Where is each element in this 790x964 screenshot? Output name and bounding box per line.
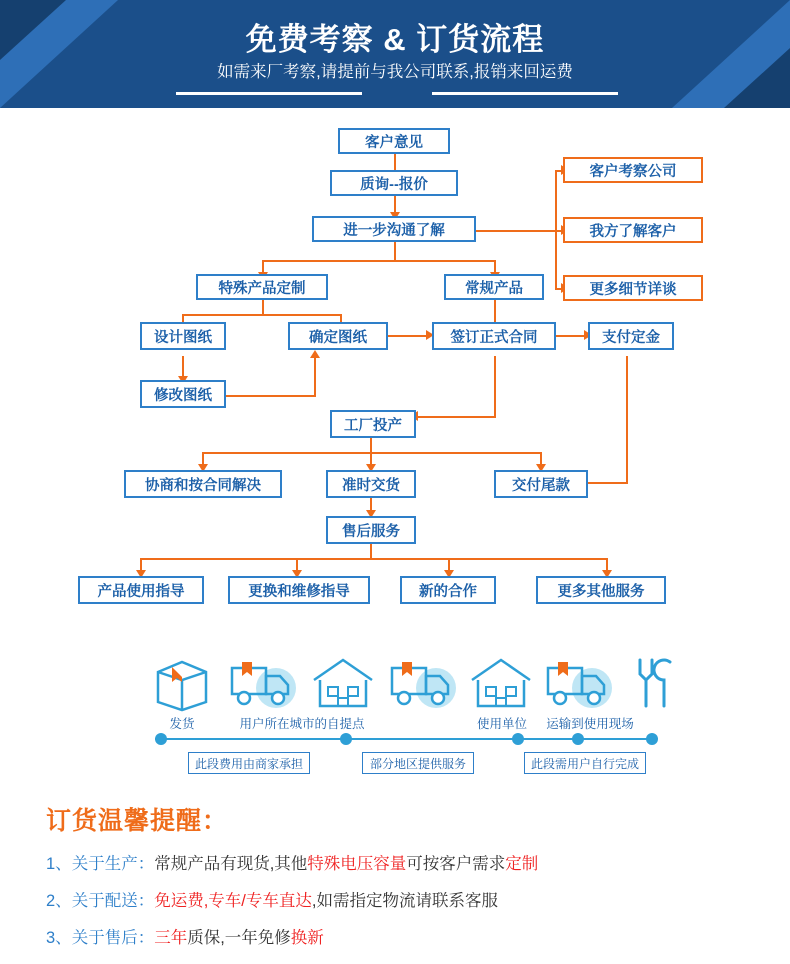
note-row-delivery bbox=[46, 887, 498, 911]
flow-node-final-payment[interactable] bbox=[494, 470, 588, 498]
note-highlight-1: 免运费,专车/专车直达 bbox=[154, 892, 312, 910]
flow-node-confirm-drawing[interactable] bbox=[288, 322, 388, 350]
flow-node-label: 客户考察公司 bbox=[589, 163, 677, 180]
flow-node-revise-drawing[interactable] bbox=[140, 380, 226, 408]
flow-node-we-understand-customer[interactable] bbox=[563, 217, 703, 243]
logistics-label-pickup-point: 用户所在城市的自提点 bbox=[239, 717, 365, 731]
flow-node-label: 更多其他服务 bbox=[557, 583, 645, 600]
flow-node-label: 设计图纸 bbox=[154, 329, 212, 346]
page-header bbox=[0, 0, 790, 108]
note-highlight-1: 三年 bbox=[154, 929, 188, 947]
flow-node-design-drawing[interactable] bbox=[140, 322, 226, 350]
flow-node-label: 常规产品 bbox=[465, 280, 523, 297]
note-number: 1、 bbox=[46, 855, 72, 873]
flow-node-customer-opinion[interactable] bbox=[338, 128, 450, 154]
notes-title: 订货温馨提醒： bbox=[46, 807, 229, 835]
truck-icon bbox=[388, 654, 460, 717]
page-subtitle: 如需来厂考察,请提前与我公司联系,报销来回运费 bbox=[217, 63, 573, 81]
connector-line bbox=[388, 335, 430, 337]
flow-node-more-services[interactable] bbox=[536, 576, 666, 604]
logistics-chip-regional-service: 部分地区提供服务 bbox=[362, 752, 474, 774]
note-text-2: 质保,一年免修 bbox=[187, 929, 291, 947]
timeline-dot bbox=[572, 733, 584, 745]
flow-node-label: 新的合作 bbox=[419, 583, 477, 600]
truck-icon bbox=[544, 654, 616, 717]
connector-line bbox=[262, 260, 496, 262]
connector-line bbox=[314, 356, 316, 396]
connector-line bbox=[224, 395, 316, 397]
logistics-label-shipping: 发货 bbox=[169, 717, 195, 731]
note-highlight-2: 换新 bbox=[290, 929, 324, 947]
note-text-2: ,如需指定物流请联系客服 bbox=[311, 892, 498, 910]
house-icon bbox=[310, 656, 376, 717]
timeline-dot bbox=[340, 733, 352, 745]
flow-node-label: 修改图纸 bbox=[154, 387, 212, 404]
flow-node-label: 签订正式合同 bbox=[450, 329, 538, 346]
truck-icon bbox=[228, 654, 300, 717]
timeline-dot bbox=[646, 733, 658, 745]
flow-node-label: 准时交货 bbox=[342, 477, 400, 494]
box-icon bbox=[150, 654, 214, 719]
flow-node-label: 特殊产品定制 bbox=[218, 280, 306, 297]
flow-node-label: 更多细节详谈 bbox=[589, 281, 677, 298]
header-divider-left bbox=[176, 92, 362, 95]
flow-node-label: 协商和按合同解决 bbox=[145, 477, 261, 494]
flow-node-on-time-delivery[interactable] bbox=[326, 470, 416, 498]
logistics-strip bbox=[0, 640, 790, 790]
flow-node-standard-product[interactable] bbox=[444, 274, 544, 300]
order-process-flowchart bbox=[0, 108, 790, 648]
logistics-chip-merchant-pays: 此段费用由商家承担 bbox=[188, 752, 310, 774]
logistics-label-use-unit: 使用单位 bbox=[476, 717, 527, 731]
note-text-1: 常规产品有现货,其他 bbox=[154, 855, 308, 873]
logistics-label-transport-to-site: 运输到使用现场 bbox=[546, 717, 634, 731]
flow-node-label: 进一步沟通了解 bbox=[343, 222, 445, 239]
flow-node-sign-contract[interactable] bbox=[432, 322, 556, 350]
connector-line bbox=[182, 314, 342, 316]
flow-node-pay-deposit[interactable] bbox=[588, 322, 674, 350]
note-label: 关于配送： bbox=[71, 892, 155, 910]
flow-node-more-details[interactable] bbox=[563, 275, 703, 301]
connector-arrow bbox=[310, 350, 320, 358]
flow-node-label: 客户意见 bbox=[365, 134, 423, 151]
timeline-dot bbox=[155, 733, 167, 745]
flow-node-new-cooperation[interactable] bbox=[400, 576, 496, 604]
logistics-chip-user-handles: 此段需用户自行完成 bbox=[524, 752, 646, 774]
wrench-icon bbox=[626, 656, 684, 717]
timeline-dot bbox=[512, 733, 524, 745]
note-row-production bbox=[46, 850, 538, 874]
flow-node-customer-visits-company[interactable] bbox=[563, 157, 703, 183]
note-label: 关于售后： bbox=[71, 929, 155, 947]
connector-line bbox=[416, 416, 496, 418]
note-number: 2、 bbox=[46, 892, 72, 910]
connector-line bbox=[140, 558, 608, 560]
connector-line bbox=[202, 452, 542, 454]
flow-node-label: 更换和维修指导 bbox=[248, 583, 350, 600]
connector-line bbox=[494, 356, 496, 418]
flow-node-label: 交付尾款 bbox=[512, 477, 570, 494]
note-highlight-2: 定制 bbox=[505, 855, 539, 873]
flow-node-factory-production[interactable] bbox=[330, 410, 416, 438]
flow-node-label: 我方了解客户 bbox=[589, 223, 677, 240]
connector-line bbox=[626, 356, 628, 484]
flow-node-label: 工厂投产 bbox=[344, 417, 402, 434]
connector-line bbox=[394, 242, 396, 262]
flow-node-label: 产品使用指导 bbox=[97, 583, 185, 600]
flow-node-label: 确定图纸 bbox=[309, 329, 367, 346]
flow-node-replace-repair-guidance[interactable] bbox=[228, 576, 370, 604]
page-title: 免费考察 & 订货流程 bbox=[245, 22, 545, 57]
flow-node-label: 支付定金 bbox=[602, 329, 660, 346]
house-icon bbox=[468, 656, 534, 717]
flow-node-label: 售后服务 bbox=[342, 523, 400, 540]
note-number: 3、 bbox=[46, 929, 72, 947]
note-highlight-1: 特殊电压容量 bbox=[307, 855, 407, 873]
flow-node-after-sales[interactable] bbox=[326, 516, 416, 544]
flow-node-further-communication[interactable] bbox=[312, 216, 476, 242]
note-text-2: 可按客户需求 bbox=[406, 855, 506, 873]
header-divider-right bbox=[432, 92, 618, 95]
flow-node-inquiry-quote[interactable] bbox=[330, 170, 458, 196]
flow-node-custom-product[interactable] bbox=[196, 274, 328, 300]
flow-node-negotiate-resolution[interactable] bbox=[124, 470, 282, 498]
order-reminder-section bbox=[0, 795, 790, 964]
note-label: 关于生产： bbox=[71, 855, 155, 873]
note-row-after-sales bbox=[46, 924, 324, 948]
flow-node-usage-guidance[interactable] bbox=[78, 576, 204, 604]
flow-node-label: 质询--报价 bbox=[360, 176, 428, 193]
